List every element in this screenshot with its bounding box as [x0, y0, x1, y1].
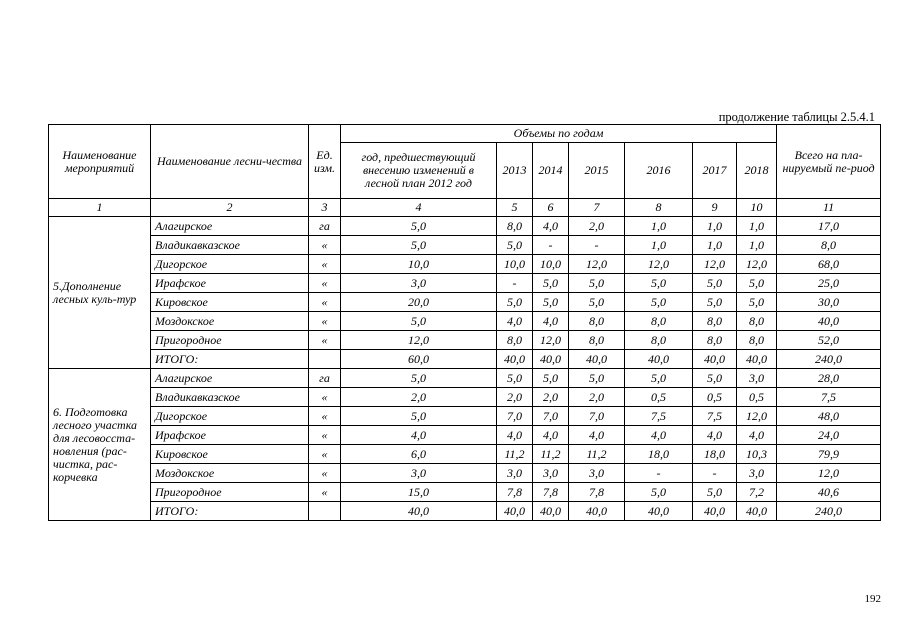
forestry-name: ИТОГО: — [151, 502, 309, 521]
table-row — [49, 217, 881, 236]
value-cell: 4,0 — [341, 426, 497, 445]
value-cell: 3,0 — [341, 274, 497, 293]
value-cell: 4,0 — [737, 426, 777, 445]
value-cell: 4,0 — [533, 426, 569, 445]
value-cell: 4,0 — [497, 312, 533, 331]
unit-cell: га — [309, 217, 341, 236]
forestry-name: Ирафское — [151, 274, 309, 293]
value-cell: - — [497, 274, 533, 293]
page-number: 192 — [864, 593, 881, 605]
value-cell: 8,0 — [693, 312, 737, 331]
column-number: 10 — [737, 199, 777, 217]
value-cell: 20,0 — [341, 293, 497, 312]
value-cell: 11,2 — [569, 445, 625, 464]
total-cell: 17,0 — [777, 217, 881, 236]
value-cell: - — [569, 236, 625, 255]
value-cell: 7,8 — [497, 483, 533, 502]
value-cell: 0,5 — [625, 388, 693, 407]
activity-name: 5.Дополнение лесных куль-тур — [49, 217, 151, 369]
value-cell: 5,0 — [341, 236, 497, 255]
total-cell: 28,0 — [777, 369, 881, 388]
value-cell: - — [625, 464, 693, 483]
total-cell: 40,6 — [777, 483, 881, 502]
header-year: 2014 — [533, 143, 569, 199]
value-cell: 5,0 — [341, 217, 497, 236]
value-cell: 2,0 — [497, 388, 533, 407]
value-cell: 1,0 — [737, 217, 777, 236]
value-cell: 5,0 — [737, 293, 777, 312]
total-cell: 8,0 — [777, 236, 881, 255]
value-cell: 2,0 — [569, 388, 625, 407]
value-cell: 40,0 — [737, 350, 777, 369]
header-year: 2017 — [693, 143, 737, 199]
value-cell: 12,0 — [569, 255, 625, 274]
column-number: 2 — [151, 199, 309, 217]
value-cell: 12,0 — [341, 331, 497, 350]
value-cell: 5,0 — [625, 369, 693, 388]
value-cell: 40,0 — [533, 350, 569, 369]
value-cell: 40,0 — [625, 502, 693, 521]
value-cell: 12,0 — [625, 255, 693, 274]
value-cell: - — [533, 236, 569, 255]
forestry-name: Дигорское — [151, 407, 309, 426]
total-cell: 52,0 — [777, 331, 881, 350]
total-cell: 48,0 — [777, 407, 881, 426]
total-cell: 12,0 — [777, 464, 881, 483]
forest-activities-table — [48, 124, 881, 521]
value-cell: 7,0 — [569, 407, 625, 426]
value-cell: - — [693, 464, 737, 483]
total-cell: 40,0 — [777, 312, 881, 331]
value-cell: 5,0 — [693, 369, 737, 388]
column-number: 11 — [777, 199, 881, 217]
forestry-name: Владикавказское — [151, 388, 309, 407]
table-row — [49, 293, 881, 312]
value-cell: 8,0 — [737, 331, 777, 350]
table-row — [49, 407, 881, 426]
value-cell: 3,0 — [569, 464, 625, 483]
value-cell: 7,0 — [497, 407, 533, 426]
column-number: 3 — [309, 199, 341, 217]
value-cell: 2,0 — [533, 388, 569, 407]
header-year: 2018 — [737, 143, 777, 199]
value-cell: 10,0 — [341, 255, 497, 274]
table-row — [49, 312, 881, 331]
value-cell: 40,0 — [497, 502, 533, 521]
unit-cell: « — [309, 274, 341, 293]
total-cell: 240,0 — [777, 502, 881, 521]
column-number: 5 — [497, 199, 533, 217]
value-cell: 40,0 — [341, 502, 497, 521]
unit-cell: « — [309, 407, 341, 426]
value-cell: 12,0 — [737, 255, 777, 274]
unit-cell: « — [309, 483, 341, 502]
value-cell: 5,0 — [693, 293, 737, 312]
total-cell: 25,0 — [777, 274, 881, 293]
value-cell: 4,0 — [569, 426, 625, 445]
value-cell: 4,0 — [625, 426, 693, 445]
value-cell: 1,0 — [625, 217, 693, 236]
table-row — [49, 388, 881, 407]
value-cell: 5,0 — [341, 312, 497, 331]
forestry-name: Дигорское — [151, 255, 309, 274]
value-cell: 7,5 — [693, 407, 737, 426]
value-cell: 1,0 — [693, 217, 737, 236]
value-cell: 4,0 — [533, 312, 569, 331]
forestry-name: Кировское — [151, 293, 309, 312]
value-cell: 12,0 — [693, 255, 737, 274]
table-row — [49, 445, 881, 464]
forestry-name: ИТОГО: — [151, 350, 309, 369]
column-number: 6 — [533, 199, 569, 217]
column-number: 4 — [341, 199, 497, 217]
table-row — [49, 274, 881, 293]
header-year: 2013 — [497, 143, 533, 199]
value-cell: 15,0 — [341, 483, 497, 502]
unit-cell: « — [309, 464, 341, 483]
value-cell: 40,0 — [533, 502, 569, 521]
table-row — [49, 426, 881, 445]
value-cell: 5,0 — [625, 293, 693, 312]
table-row — [49, 255, 881, 274]
unit-cell: « — [309, 312, 341, 331]
table-row — [49, 331, 881, 350]
value-cell: 40,0 — [625, 350, 693, 369]
forestry-name: Алагирское — [151, 369, 309, 388]
forestry-name: Пригородное — [151, 483, 309, 502]
unit-cell — [309, 502, 341, 521]
value-cell: 6,0 — [341, 445, 497, 464]
value-cell: 1,0 — [737, 236, 777, 255]
column-number: 7 — [569, 199, 625, 217]
total-cell: 68,0 — [777, 255, 881, 274]
value-cell: 3,0 — [533, 464, 569, 483]
table-row — [49, 236, 881, 255]
value-cell: 7,2 — [737, 483, 777, 502]
table-row — [49, 464, 881, 483]
table-row — [49, 369, 881, 388]
value-cell: 5,0 — [625, 483, 693, 502]
forestry-name: Алагирское — [151, 217, 309, 236]
forestry-name: Моздокское — [151, 464, 309, 483]
column-number: 9 — [693, 199, 737, 217]
value-cell: 5,0 — [533, 293, 569, 312]
unit-cell — [309, 350, 341, 369]
value-cell: 18,0 — [693, 445, 737, 464]
value-cell: 3,0 — [737, 369, 777, 388]
value-cell: 4,0 — [693, 426, 737, 445]
value-cell: 4,0 — [497, 426, 533, 445]
value-cell: 60,0 — [341, 350, 497, 369]
value-cell: 5,0 — [625, 274, 693, 293]
value-cell: 5,0 — [341, 369, 497, 388]
total-cell: 7,5 — [777, 388, 881, 407]
unit-cell: « — [309, 331, 341, 350]
header-forestry: Наименование лесни-чества — [151, 125, 309, 199]
value-cell: 5,0 — [341, 407, 497, 426]
value-cell: 12,0 — [533, 331, 569, 350]
value-cell: 5,0 — [737, 274, 777, 293]
unit-cell: « — [309, 445, 341, 464]
column-number: 1 — [49, 199, 151, 217]
value-cell: 40,0 — [569, 350, 625, 369]
header-activity: Наименование мероприятий — [49, 125, 151, 199]
value-cell: 2,0 — [569, 217, 625, 236]
activity-name: 6. Подготовка лесного участка для лесовосста-новления (рас-чистка, рас-корчевка — [49, 369, 151, 521]
value-cell: 40,0 — [737, 502, 777, 521]
value-cell: 3,0 — [341, 464, 497, 483]
forestry-name: Ирафское — [151, 426, 309, 445]
value-cell: 11,2 — [533, 445, 569, 464]
value-cell: 5,0 — [497, 236, 533, 255]
total-cell: 24,0 — [777, 426, 881, 445]
value-cell: 8,0 — [737, 312, 777, 331]
table-row — [49, 483, 881, 502]
header-total: Всего на пла-нируемый пе-риод — [777, 125, 881, 199]
value-cell: 8,0 — [497, 331, 533, 350]
value-cell: 8,0 — [693, 331, 737, 350]
value-cell: 1,0 — [625, 236, 693, 255]
value-cell: 40,0 — [497, 350, 533, 369]
value-cell: 0,5 — [737, 388, 777, 407]
value-cell: 40,0 — [569, 502, 625, 521]
value-cell: 40,0 — [693, 502, 737, 521]
value-cell: 5,0 — [497, 369, 533, 388]
table-row — [49, 502, 881, 521]
value-cell: 40,0 — [693, 350, 737, 369]
header-prev-year: год, предшествующий внесению изменений в лесной план 2012 год — [341, 143, 497, 199]
value-cell: 7,5 — [625, 407, 693, 426]
value-cell: 4,0 — [533, 217, 569, 236]
value-cell: 8,0 — [625, 331, 693, 350]
value-cell: 7,8 — [569, 483, 625, 502]
total-cell: 79,9 — [777, 445, 881, 464]
value-cell: 0,5 — [693, 388, 737, 407]
value-cell: 2,0 — [341, 388, 497, 407]
forestry-name: Кировское — [151, 445, 309, 464]
value-cell: 1,0 — [693, 236, 737, 255]
unit-cell: га — [309, 369, 341, 388]
unit-cell: « — [309, 255, 341, 274]
value-cell: 5,0 — [569, 369, 625, 388]
forestry-name: Моздокское — [151, 312, 309, 331]
value-cell: 7,8 — [533, 483, 569, 502]
value-cell: 10,3 — [737, 445, 777, 464]
value-cell: 12,0 — [737, 407, 777, 426]
value-cell: 11,2 — [497, 445, 533, 464]
header-volumes: Объемы по годам — [341, 125, 777, 143]
unit-cell: « — [309, 236, 341, 255]
value-cell: 8,0 — [569, 331, 625, 350]
value-cell: 5,0 — [533, 274, 569, 293]
value-cell: 5,0 — [693, 274, 737, 293]
value-cell: 3,0 — [497, 464, 533, 483]
value-cell: 8,0 — [569, 312, 625, 331]
header-year: 2016 — [625, 143, 693, 199]
value-cell: 8,0 — [625, 312, 693, 331]
total-cell: 30,0 — [777, 293, 881, 312]
value-cell: 10,0 — [497, 255, 533, 274]
value-cell: 3,0 — [737, 464, 777, 483]
value-cell: 5,0 — [569, 274, 625, 293]
unit-cell: « — [309, 426, 341, 445]
unit-cell: « — [309, 388, 341, 407]
value-cell: 5,0 — [497, 293, 533, 312]
header-year: 2015 — [569, 143, 625, 199]
column-number: 8 — [625, 199, 693, 217]
value-cell: 7,0 — [533, 407, 569, 426]
table-caption: продолжение таблицы 2.5.4.1 — [718, 110, 875, 124]
table-row — [49, 350, 881, 369]
header-unit: Ед. изм. — [309, 125, 341, 199]
total-cell: 240,0 — [777, 350, 881, 369]
value-cell: 18,0 — [625, 445, 693, 464]
value-cell: 5,0 — [693, 483, 737, 502]
value-cell: 5,0 — [569, 293, 625, 312]
value-cell: 5,0 — [533, 369, 569, 388]
forestry-name: Владикавказское — [151, 236, 309, 255]
value-cell: 10,0 — [533, 255, 569, 274]
unit-cell: « — [309, 293, 341, 312]
value-cell: 8,0 — [497, 217, 533, 236]
forestry-name: Пригородное — [151, 331, 309, 350]
